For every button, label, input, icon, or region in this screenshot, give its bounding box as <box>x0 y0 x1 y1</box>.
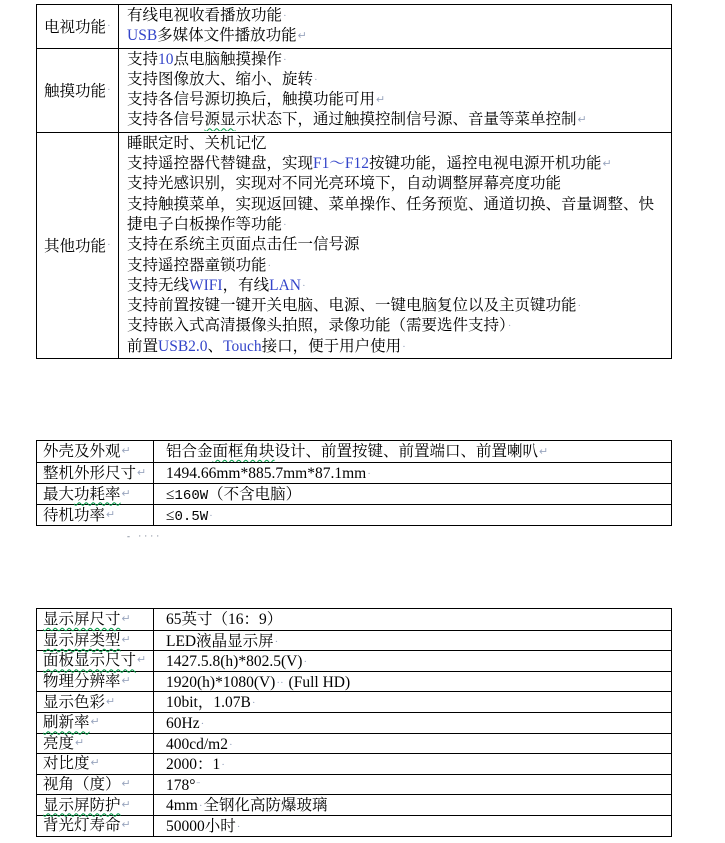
format-mark: ↵ <box>90 716 100 729</box>
spec-value-cell <box>154 505 671 525</box>
text-segment: 支持在系统主页面点击任一信号源 <box>127 236 360 254</box>
text-segment: WIFI <box>189 276 223 294</box>
text-segment: 按键功能，遥控电视电源开机功能 <box>369 155 602 173</box>
spec-label-cell <box>37 5 119 48</box>
spec-label-cell <box>37 463 154 483</box>
format-mark: ↵ <box>121 487 131 500</box>
format-mark: · <box>107 20 111 33</box>
format-mark: · <box>507 320 512 333</box>
text-segment: 160W <box>174 488 209 504</box>
text-segment: 背光灯寿命 <box>43 817 121 835</box>
text-segment: 铝合金 <box>166 443 213 460</box>
text-segment: LED <box>166 632 197 650</box>
text-segment: 功耗率 <box>74 485 121 503</box>
spec-line <box>127 6 671 26</box>
text-segment: 待机功率 <box>43 506 106 524</box>
format-mark: · <box>221 759 225 772</box>
spec-line <box>127 195 671 215</box>
spec-value-cell <box>154 651 671 671</box>
spec-label-cell <box>37 795 154 815</box>
spec-line <box>127 256 671 276</box>
text-segment: 10 <box>158 50 174 68</box>
format-mark: ↵ <box>106 508 116 521</box>
chassis-power-spec-table <box>36 440 672 526</box>
format-mark: · <box>301 279 306 292</box>
text-segment: 亮度 <box>43 734 75 752</box>
text-segment: 支持光感识别，实现对不同光亮环境下，自动调整屏幕亮度功能 <box>127 175 562 193</box>
spec-line <box>127 215 671 235</box>
spec-line <box>127 50 671 70</box>
spec-line <box>127 316 671 336</box>
format-mark: ↵ <box>106 695 116 708</box>
spec-table-row <box>37 504 671 525</box>
format-mark: ↵ <box>539 446 549 458</box>
spec-table-row <box>37 650 671 671</box>
spec-table-row <box>37 733 671 754</box>
spec-line <box>166 464 671 484</box>
spec-label-cell <box>37 651 154 671</box>
spec-line <box>127 174 671 194</box>
spec-table-row <box>37 5 671 48</box>
text-segment: 整机外形尺寸 <box>43 464 137 482</box>
spec-line <box>127 296 671 316</box>
spec-table-row <box>37 630 671 651</box>
text-segment: 前置 <box>127 337 159 355</box>
format-mark: · <box>209 510 213 522</box>
text-segment: 50000 <box>166 817 205 835</box>
spec-line <box>166 796 671 816</box>
format-mark: ↵ <box>297 30 307 43</box>
spec-value-cell <box>154 484 671 504</box>
text-segment: 多媒体文件播放功能 <box>157 27 297 45</box>
text-segment: 65 <box>166 611 182 628</box>
text-segment: 设计、前置按键、前置端口、前置喇叭 <box>274 443 539 460</box>
format-mark: ↵ <box>121 675 131 688</box>
spec-line <box>166 610 671 630</box>
text-segment: Touch <box>223 337 262 355</box>
spec-table-row <box>37 712 671 733</box>
functions-spec-table <box>36 4 672 359</box>
format-mark: ↵ <box>121 445 131 457</box>
format-mark: · <box>200 717 205 730</box>
spec-value-cell <box>154 672 671 692</box>
format-mark: · <box>314 73 318 86</box>
text-segment: ≤ <box>166 507 175 524</box>
text-segment: 物理分辨率 <box>43 673 121 691</box>
spec-table-row <box>37 609 671 630</box>
text-segment: 面框角块 <box>212 443 275 460</box>
text-segment: 接口，便于用户使用 <box>261 337 402 355</box>
text-segment: 外壳及外观 <box>43 443 121 460</box>
text-segment: USB <box>127 27 158 45</box>
spec-label-cell <box>37 775 154 795</box>
format-mark: · <box>283 218 287 231</box>
text-segment: (Full HD) <box>284 673 351 691</box>
spec-line <box>166 693 671 713</box>
spec-line <box>166 714 671 734</box>
spec-line <box>127 110 671 130</box>
text-segment: 178° <box>166 776 196 794</box>
format-mark: · <box>303 656 308 669</box>
spec-line <box>127 154 671 174</box>
text-segment: 显示屏尺寸 <box>43 610 121 628</box>
text-segment: ，有线 <box>222 276 270 294</box>
text-segment: 触摸功能 <box>44 83 107 101</box>
spec-line <box>127 235 671 255</box>
text-segment: 面板显示尺寸 <box>43 652 137 670</box>
text-segment: 支持图像放大、缩小、旋转 <box>127 70 314 88</box>
text-segment: 全钢化高防爆玻璃 <box>203 797 328 815</box>
text-segment: 支持遥控器童锁功能 <box>127 256 267 274</box>
spec-line <box>127 134 671 154</box>
spec-label-cell <box>37 692 154 712</box>
text-segment: 1 <box>212 756 221 774</box>
text-segment: 400cd/m2 <box>166 735 228 753</box>
format-mark: · <box>107 239 111 252</box>
text-segment: 支持 <box>127 50 159 68</box>
spec-value-cell <box>119 5 671 48</box>
text-segment: 1920(h)*1080(V) <box>166 673 276 691</box>
text-segment: 液晶显示屏 <box>196 632 274 650</box>
spec-value-cell <box>154 795 671 815</box>
text-segment: ， <box>197 694 214 712</box>
spec-value-cell <box>154 631 671 651</box>
spec-label-cell <box>37 672 154 692</box>
text-segment: 1494.66mm*885.7mm*87.1mm <box>166 465 367 482</box>
text-segment: F1～F12 <box>313 155 370 173</box>
spec-line <box>166 755 671 775</box>
text-segment: 支持各信号 <box>127 111 205 129</box>
format-mark: · <box>577 300 582 313</box>
format-mark: ↵ <box>137 654 147 667</box>
spec-value-cell <box>154 609 671 630</box>
spec-line <box>127 26 671 46</box>
spec-label-cell <box>37 441 154 462</box>
spec-label-cell <box>37 49 119 132</box>
spec-value-cell <box>119 49 671 132</box>
text-segment: 、 <box>207 337 224 355</box>
text-segment: 小时 <box>204 817 236 835</box>
text-segment: 1427.5.8(h)*802.5(V) <box>166 653 303 671</box>
text-segment: ≤ <box>166 486 175 503</box>
format-mark: ↵ <box>121 633 131 646</box>
spec-table-row <box>37 774 671 795</box>
spec-label-cell <box>37 754 154 774</box>
spec-line <box>127 337 671 357</box>
text-segment: 0.5W <box>174 509 209 525</box>
spec-value-cell <box>154 816 671 836</box>
text-segment: 英寸（16：9） <box>181 611 283 628</box>
text-segment: 最大 <box>43 485 75 503</box>
text-segment: 支持无线 <box>127 276 190 294</box>
text-segment: 10bit <box>166 694 198 712</box>
spec-table-row <box>37 132 671 358</box>
spec-value-cell <box>119 133 671 358</box>
spec-line <box>166 442 671 462</box>
text-segment: 60Hz <box>166 714 200 732</box>
text-segment: 捷电子白板操作等功能 <box>127 215 283 233</box>
spec-label-cell <box>37 631 154 651</box>
text-segment: 点电脑触摸操作 <box>173 50 283 68</box>
text-segment: 显示屏类型 <box>43 631 121 649</box>
spec-line <box>166 485 671 505</box>
text-segment: 支持遥控器代替键盘，实现 <box>127 155 314 173</box>
text-segment: 源显 <box>204 111 236 129</box>
format-mark: ↵ <box>121 612 131 625</box>
format-mark: ↵ <box>602 158 612 171</box>
spec-line <box>127 276 671 296</box>
format-mark: ↵ <box>75 736 85 749</box>
text-segment: 支持嵌入式高清摄像头拍照，录像功能（需要选件支持） <box>127 317 507 335</box>
format-mark: ↵ <box>577 114 587 127</box>
spec-label-cell <box>37 713 154 733</box>
spec-line <box>166 735 671 755</box>
spec-value-cell <box>154 441 671 462</box>
spec-value-cell <box>154 734 671 754</box>
text-segment: 4mm <box>166 797 198 815</box>
text-segment: 视角（度） <box>43 776 121 794</box>
spec-label-cell <box>37 484 154 504</box>
spec-table-row <box>37 815 671 836</box>
spec-table-row <box>37 462 671 483</box>
spec-value-cell <box>154 713 671 733</box>
spec-label-cell <box>37 816 154 836</box>
spec-table-row <box>37 671 671 692</box>
format-mark: · <box>198 800 203 813</box>
format-mark: · <box>267 259 272 272</box>
stray-format-marks: - ···· <box>127 531 163 541</box>
format-mark: ↵ <box>90 757 100 770</box>
format-mark: ↵ <box>376 94 386 107</box>
text-segment: USB2.0 <box>158 337 208 355</box>
text-segment: 睡眠定时、关机记忆 <box>127 134 267 152</box>
spec-table-row <box>37 794 671 815</box>
spec-line <box>166 673 671 693</box>
spec-table-row <box>37 483 671 504</box>
spec-line <box>127 90 671 110</box>
format-mark: · <box>283 53 287 66</box>
format-mark: · <box>367 468 371 480</box>
format-mark: · <box>274 635 279 648</box>
spec-table-row <box>37 691 671 712</box>
spec-label-cell <box>37 609 154 630</box>
spec-line <box>166 506 671 526</box>
text-segment: ： <box>197 756 213 774</box>
spec-line <box>166 632 671 652</box>
text-segment: 显示屏防护 <box>43 796 121 814</box>
spec-line <box>166 776 671 796</box>
format-mark: ˉ <box>196 779 201 792</box>
text-segment: 刷新率 <box>43 714 90 732</box>
text-segment: 显示色彩 <box>43 693 106 711</box>
spec-value-cell <box>154 692 671 712</box>
text-segment: 示状态下，通过触摸控制信号源、音量等菜单控制 <box>235 111 577 129</box>
text-segment: LAN <box>269 276 301 294</box>
format-mark: · <box>236 820 241 833</box>
spec-value-cell <box>154 775 671 795</box>
text-segment: 支持触摸菜单，实现返回键、菜单操作、任务预览、通道切换、音量调整、快 <box>127 195 655 213</box>
text-segment: 1.07B <box>213 694 251 712</box>
format-mark: ↵ <box>137 466 147 479</box>
format-mark: · <box>402 340 406 353</box>
format-mark: ↵ <box>121 778 131 791</box>
text-segment: 支持各信号源切换后，触摸功能可用 <box>127 91 376 109</box>
text-segment: （不含电脑） <box>208 486 302 503</box>
format-mark: ↵ <box>121 798 131 811</box>
display-spec-table <box>36 608 672 837</box>
text-segment: 对比度 <box>43 755 90 773</box>
spec-value-cell <box>154 754 671 774</box>
spec-line <box>166 652 671 672</box>
spec-value-cell <box>154 463 671 483</box>
format-mark: · <box>283 10 287 22</box>
spec-label-cell <box>37 133 119 358</box>
spec-line <box>127 70 671 90</box>
spec-label-cell <box>37 734 154 754</box>
spec-line <box>166 817 671 837</box>
format-mark: · <box>229 738 233 751</box>
spec-label-cell <box>37 505 154 525</box>
text-segment: 支持前置按键一键开关电脑、电源、一键电脑复位以及主页键功能 <box>127 297 577 315</box>
text-segment: 其他功能 <box>44 238 107 256</box>
format-mark: ·· <box>276 676 284 689</box>
spec-table-row <box>37 753 671 774</box>
text-segment: 有线电视收看播放功能 <box>127 7 283 24</box>
spec-table-row <box>37 48 671 132</box>
format-mark: · <box>107 84 111 97</box>
format-mark: · <box>251 697 256 710</box>
spec-table-row <box>37 441 671 462</box>
format-mark: ↵ <box>121 819 131 832</box>
text-segment: 电视功能 <box>44 19 107 37</box>
text-segment: 2000 <box>166 756 197 774</box>
